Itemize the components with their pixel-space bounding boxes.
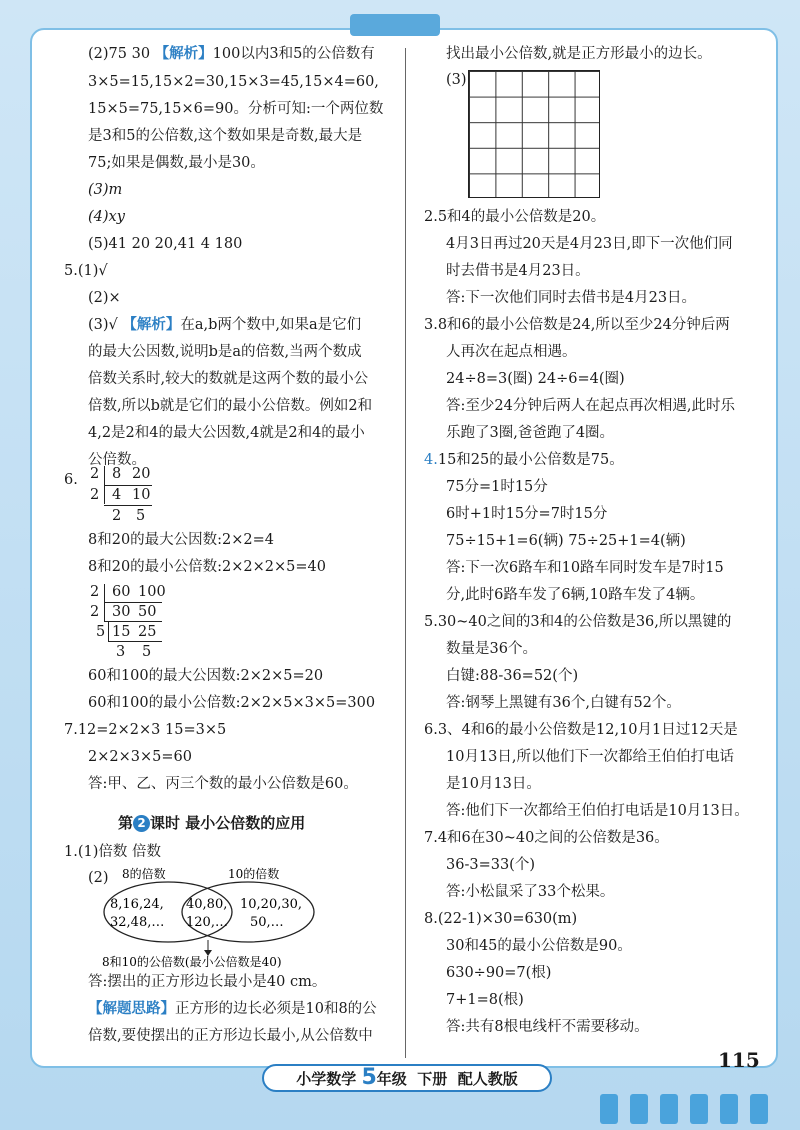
division-value: 5 [142, 644, 152, 660]
text-line: 乐跑了3圈,爸爸跑了4圈。 [446, 425, 615, 441]
answer-1-3: (3) [446, 72, 467, 88]
text-line: 是3和5的公倍数,这个数如果是奇数,最大是 [88, 128, 363, 144]
answer-7: 7.12=2×2×3 15=3×5 [64, 722, 227, 738]
answer-4-2: (2)75 30 【解析】100以内3和5的公倍数有 [88, 45, 375, 62]
book-footer: 小学数学 5年级 下册 配人教版 [262, 1064, 552, 1092]
answer-5: 5.30~40之间的3和4的公倍数是36,所以黑键的 [424, 614, 732, 630]
text-line: 60和100的最小公倍数:2×2×5×3×5=300 [88, 695, 376, 711]
text-line: 时去借书是4月23日。 [446, 263, 590, 279]
division-value: 50 [138, 604, 157, 620]
text-line: 7+1=8(根) [446, 992, 524, 1008]
text-line: 8和20的最大公因数:2×2=4 [88, 532, 275, 548]
text-line: 公倍数。 [88, 452, 146, 468]
answer-6: 6.3、4和6的最小公倍数是12,10月1日过12天是 [424, 722, 738, 738]
answer-5-3: (3)√ 【解析】在a,b两个数中,如果a是它们 [88, 316, 362, 333]
answer-7-right: 7.4和6在30~40之间的公倍数是36。 [424, 830, 669, 846]
venn-b-values: 50,… [250, 915, 284, 930]
division-value: 15 [112, 624, 131, 640]
answer-4-4: (4)xy [88, 209, 125, 225]
text-line: 75;如果是偶数,最小是30。 [88, 155, 265, 171]
text-line: 4,2是2和4的最大公因数,4就是2和4的最小 [88, 425, 365, 441]
division-divisor: 2 [90, 604, 100, 620]
division-divisor: 5 [96, 624, 106, 640]
division-bracket [108, 641, 162, 642]
text-line: 人再次在起点相遇。 [446, 344, 577, 360]
text-line: 4月3日再过20天是4月23日,即下一次他们同 [446, 236, 733, 252]
text-line: 630÷90=7(根) [446, 965, 552, 981]
division-bracket [104, 485, 152, 486]
answer-4-5: (5)41 20 20,41 4 180 [88, 236, 243, 252]
top-tab-decoration [350, 14, 440, 36]
venn-common-values: 40,80, [186, 897, 228, 912]
division-value: 5 [136, 508, 146, 524]
text-line: 白键:88-36=52(个) [446, 668, 579, 684]
text-line: 10月13日,所以他们下一次都给王伯伯打电话 [446, 749, 735, 765]
venn-caption: 8和10的公倍数(最小公倍数是40) [102, 955, 282, 968]
text-line: 数量是36个。 [446, 641, 537, 657]
answer-5-1: 5.(1)√ [64, 263, 108, 279]
text-line: 8和20的最小公倍数:2×2×2×5=40 [88, 559, 327, 575]
answer-4: 4.15和25的最小公倍数是75。 [424, 452, 624, 468]
venn-diagram [100, 862, 330, 968]
division-value: 100 [138, 584, 166, 600]
text-line: 24÷8=3(圈) 24÷6=4(圈) [446, 371, 625, 387]
text-line: 答:下一次他们同时去借书是4月23日。 [446, 290, 697, 306]
text-line: 分,此时6路车发了6辆,10路车发了4辆。 [446, 587, 705, 603]
division-divisor: 2 [90, 584, 100, 600]
decorative-stripes [600, 1094, 790, 1124]
division-bracket [108, 622, 109, 642]
division-value: 60 [112, 584, 131, 600]
square-grid-diagram [468, 70, 600, 198]
text-line: 找出最小公倍数,就是正方形最小的边长。 [446, 46, 712, 62]
text-line: 3×5=15,15×2=30,15×3=45,15×4=60, [88, 74, 379, 90]
page-number: 115 [718, 1048, 760, 1072]
answer-1-1: 1.(1)倍数 倍数 [64, 844, 161, 860]
division-value: 20 [132, 466, 151, 482]
venn-label-a: 8的倍数 [122, 867, 166, 881]
text-line: 答:摆出的正方形边长最小是40 cm。 [88, 974, 327, 990]
column-divider [405, 48, 406, 1058]
text-line: 答:至少24分钟后两人在起点再次相遇,此时乐 [446, 398, 735, 414]
division-bracket [104, 584, 105, 622]
venn-a-values: 32,48,… [110, 915, 165, 930]
venn-circle-a [104, 882, 232, 942]
division-value: 4 [112, 487, 122, 503]
text-line: 60和100的最大公因数:2×2×5=20 [88, 668, 324, 684]
text-line: 答:钢琴上黑键有36个,白键有52个。 [446, 695, 681, 711]
division-bracket [104, 602, 162, 603]
lesson-number-badge: 2 [133, 815, 150, 832]
text-line: 75分=1时15分 [446, 479, 548, 495]
text-line: 是10月13日。 [446, 776, 541, 792]
text-line: 答:共有8根电线杆不需要移动。 [446, 1019, 649, 1035]
answer-5-2: (2)× [88, 290, 121, 306]
text-line: 答:下一次6路车和10路车同时发车是7时15 [446, 560, 724, 576]
venn-b-values: 10,20,30, [240, 897, 303, 912]
venn-common-values: 120,… [186, 915, 228, 930]
division-bracket [104, 505, 152, 506]
division-value: 3 [116, 644, 126, 660]
text-line: 倍数关系时,较大的数就是这两个数的最小公 [88, 371, 369, 387]
answer-4-3: (3)m [88, 182, 123, 198]
text-line: 36-3=33(个) [446, 857, 535, 873]
division-divisor: 2 [90, 466, 100, 482]
text-line: 6时+1时15分=7时15分 [446, 506, 608, 522]
division-value: 8 [112, 466, 122, 482]
division-value: 30 [112, 604, 131, 620]
text-line: 答:小松鼠采了33个松果。 [446, 884, 615, 900]
division-value: 10 [132, 487, 151, 503]
division-value: 25 [138, 624, 157, 640]
answer-3: 3.8和6的最小公倍数是24,所以至少24分钟后两 [424, 317, 730, 333]
venn-a-values: 8,16,24, [110, 897, 164, 912]
venn-label-b: 10的倍数 [228, 867, 280, 881]
answer-2: 2.5和4的最小公倍数是20。 [424, 209, 606, 225]
question-6-number: 6. [64, 472, 78, 488]
text-line: 75÷15+1=6(辆) 75÷25+1=4(辆) [446, 533, 686, 549]
text-line: 倍数,要使摆出的正方形边长最小,从公倍数中 [88, 1028, 373, 1044]
division-bracket [104, 621, 162, 622]
division-value: 2 [112, 508, 122, 524]
text-line: 【解题思路】正方形的边长必须是10和8的公 [88, 1000, 377, 1017]
text-line: 2×2×3×5=60 [88, 749, 192, 765]
text-line: 答:甲、乙、丙三个数的最小公倍数是60。 [88, 776, 358, 792]
section-title: 第 2 课时 最小公倍数的应用 [118, 814, 306, 832]
venn-circle-b [182, 882, 314, 942]
text-line: 30和45的最小公倍数是90。 [446, 938, 632, 954]
text-line: 答:他们下一次都给王伯伯打电话是10月13日。 [446, 803, 749, 819]
text-line: 倍数,所以b就是它们的最小公倍数。例如2和 [88, 398, 373, 414]
answer-1-2: (2) [88, 870, 109, 886]
answer-8: 8.(22-1)×30=630(m) [424, 911, 578, 927]
division-divisor: 2 [90, 487, 100, 503]
text-line: 15×5=75,15×6=90。分析可知:一个两位数 [88, 101, 384, 117]
text-line: 的最大公因数,说明b是a的倍数,当两个数成 [88, 344, 362, 360]
